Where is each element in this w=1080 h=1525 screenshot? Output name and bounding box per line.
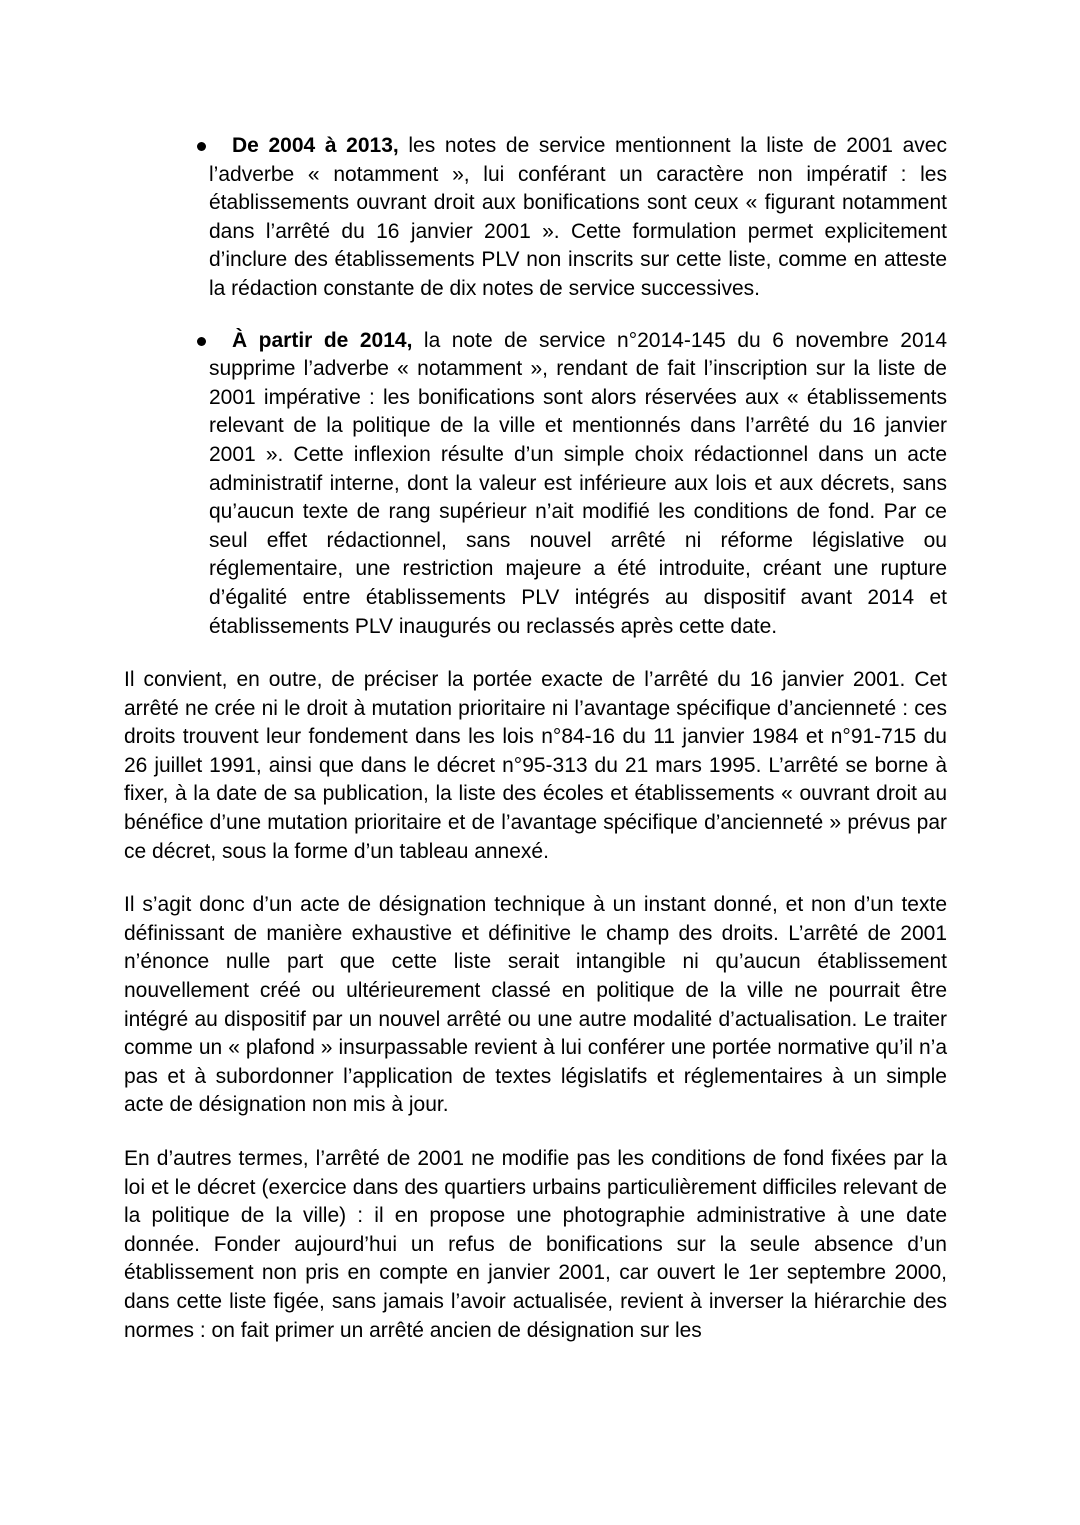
bullet-list [124, 132, 947, 641]
bullet-lead-text: De 2004 à 2013, [232, 134, 399, 157]
paragraph-portee-arrete: Il convient, en outre, de préciser la portée exacte de l’arrêté du 16 janvier 2001. Cet arrêté ne crée ni le droit à mutation prioritaire ni l’avantage spécifique d’ancienneté : ces droits trouvent leur fondement dans les lois n°84-16 du 11 janvier 1984 et n°91-715 du 26 juillet 1991, ainsi que dans le décret n°95-313 du 21 mars 1995. L’arrêté se borne à fixer, à la date de sa publication, la liste des écoles et établissements « ouvrant droit au bénéfice d’une mutation prioritaire et de l’avantage spécifique d’ancienneté » prévus par ce décret, sous la forme d’un tableau annexé. [124, 668, 947, 863]
paragraph-acte-designation: Il s’agit donc d’un acte de désignation technique à un instant donné, et non d’un texte définissant de manière exhaustive et définitive le champ des droits. L’arrêté de 2001 n’énonce nulle part que cette liste serait intangible ni qu’aucun établissement nouvellement créé ou ultérieurement classé en politique de la ville ne pourrait être intégré au dispositif par un nouvel arrêté ou une autre modalité d’actualisation. Le traiter comme un « plafond » insurpassable revient à lui conférer une portée normative qu’il n’a pas et à subordonner l’application de textes législatifs et réglementaires à un simple acte de désignation non mis à jour. [124, 893, 947, 1117]
bullet-body-text: la note de service n°2014-145 du 6 novembre 2014 supprime l’adverbe « notamment », rendant de fait l’inscription sur la liste de 2001 impérative : les bonifications sont alors réservées aux « établissements relevant de la politique de la ville et mentionnés dans l’arrêté du 16 janvier 2001 ». Cette inflexion résulte d’un simple choix rédactionnel dans un acte administratif interne, dont la valeur est inférieure aux lois et aux décrets, sans qu’aucun texte de rang supérieur n’ait modifié les conditions de fond. Par ce seul effet rédactionnel, sans nouvel arrêté ni réforme législative ou réglementaire, une restriction majeure a été introduite, créant une rupture d’égalité entre établissements PLV intégrés au dispositif avant 2014 et établissements PLV inaugurés ou reclassés après cette date. [209, 328, 947, 638]
list-item-2004-2013 [209, 132, 947, 304]
list-item-2014 [209, 327, 947, 642]
bullet-icon [197, 142, 206, 151]
bullet-icon [197, 337, 206, 346]
paragraph-autres-termes: En d’autres termes, l’arrêté de 2001 ne modifie pas les conditions de fond fixées par la loi et le décret (exercice dans des quartiers urbains particulièrement difficiles relevant de la politique de la ville) : il en propose une photographie administrative à une date donnée. Fonder aujourd’hui un refus de bonifications sur la seule absence d’un établissement non pris en compte en janvier 2001, car ouvert le 1er septembre 2000, dans cette liste figée, sans jamais l’avoir actualisée, revient à inverser la hiérarchie des normes : on fait primer un arrêté ancien de désignation sur les [124, 1147, 947, 1342]
bullet-body-text: les notes de service mentionnent la liste de 2001 avec l’adverbe « notamment », lui conférant un caractère non impératif : les établissements ouvrant droit aux bonifications sont ceux « figurant notamment dans l’arrêté du 16 janvier 2001 ». Cette formulation permet explicitement d’inclure des établissements PLV non inscrits sur cette liste, comme en atteste la rédaction constante de dix notes de service successives. [209, 134, 947, 300]
document-page [124, 132, 947, 1345]
bullet-lead-text: À partir de 2014, [232, 328, 413, 352]
